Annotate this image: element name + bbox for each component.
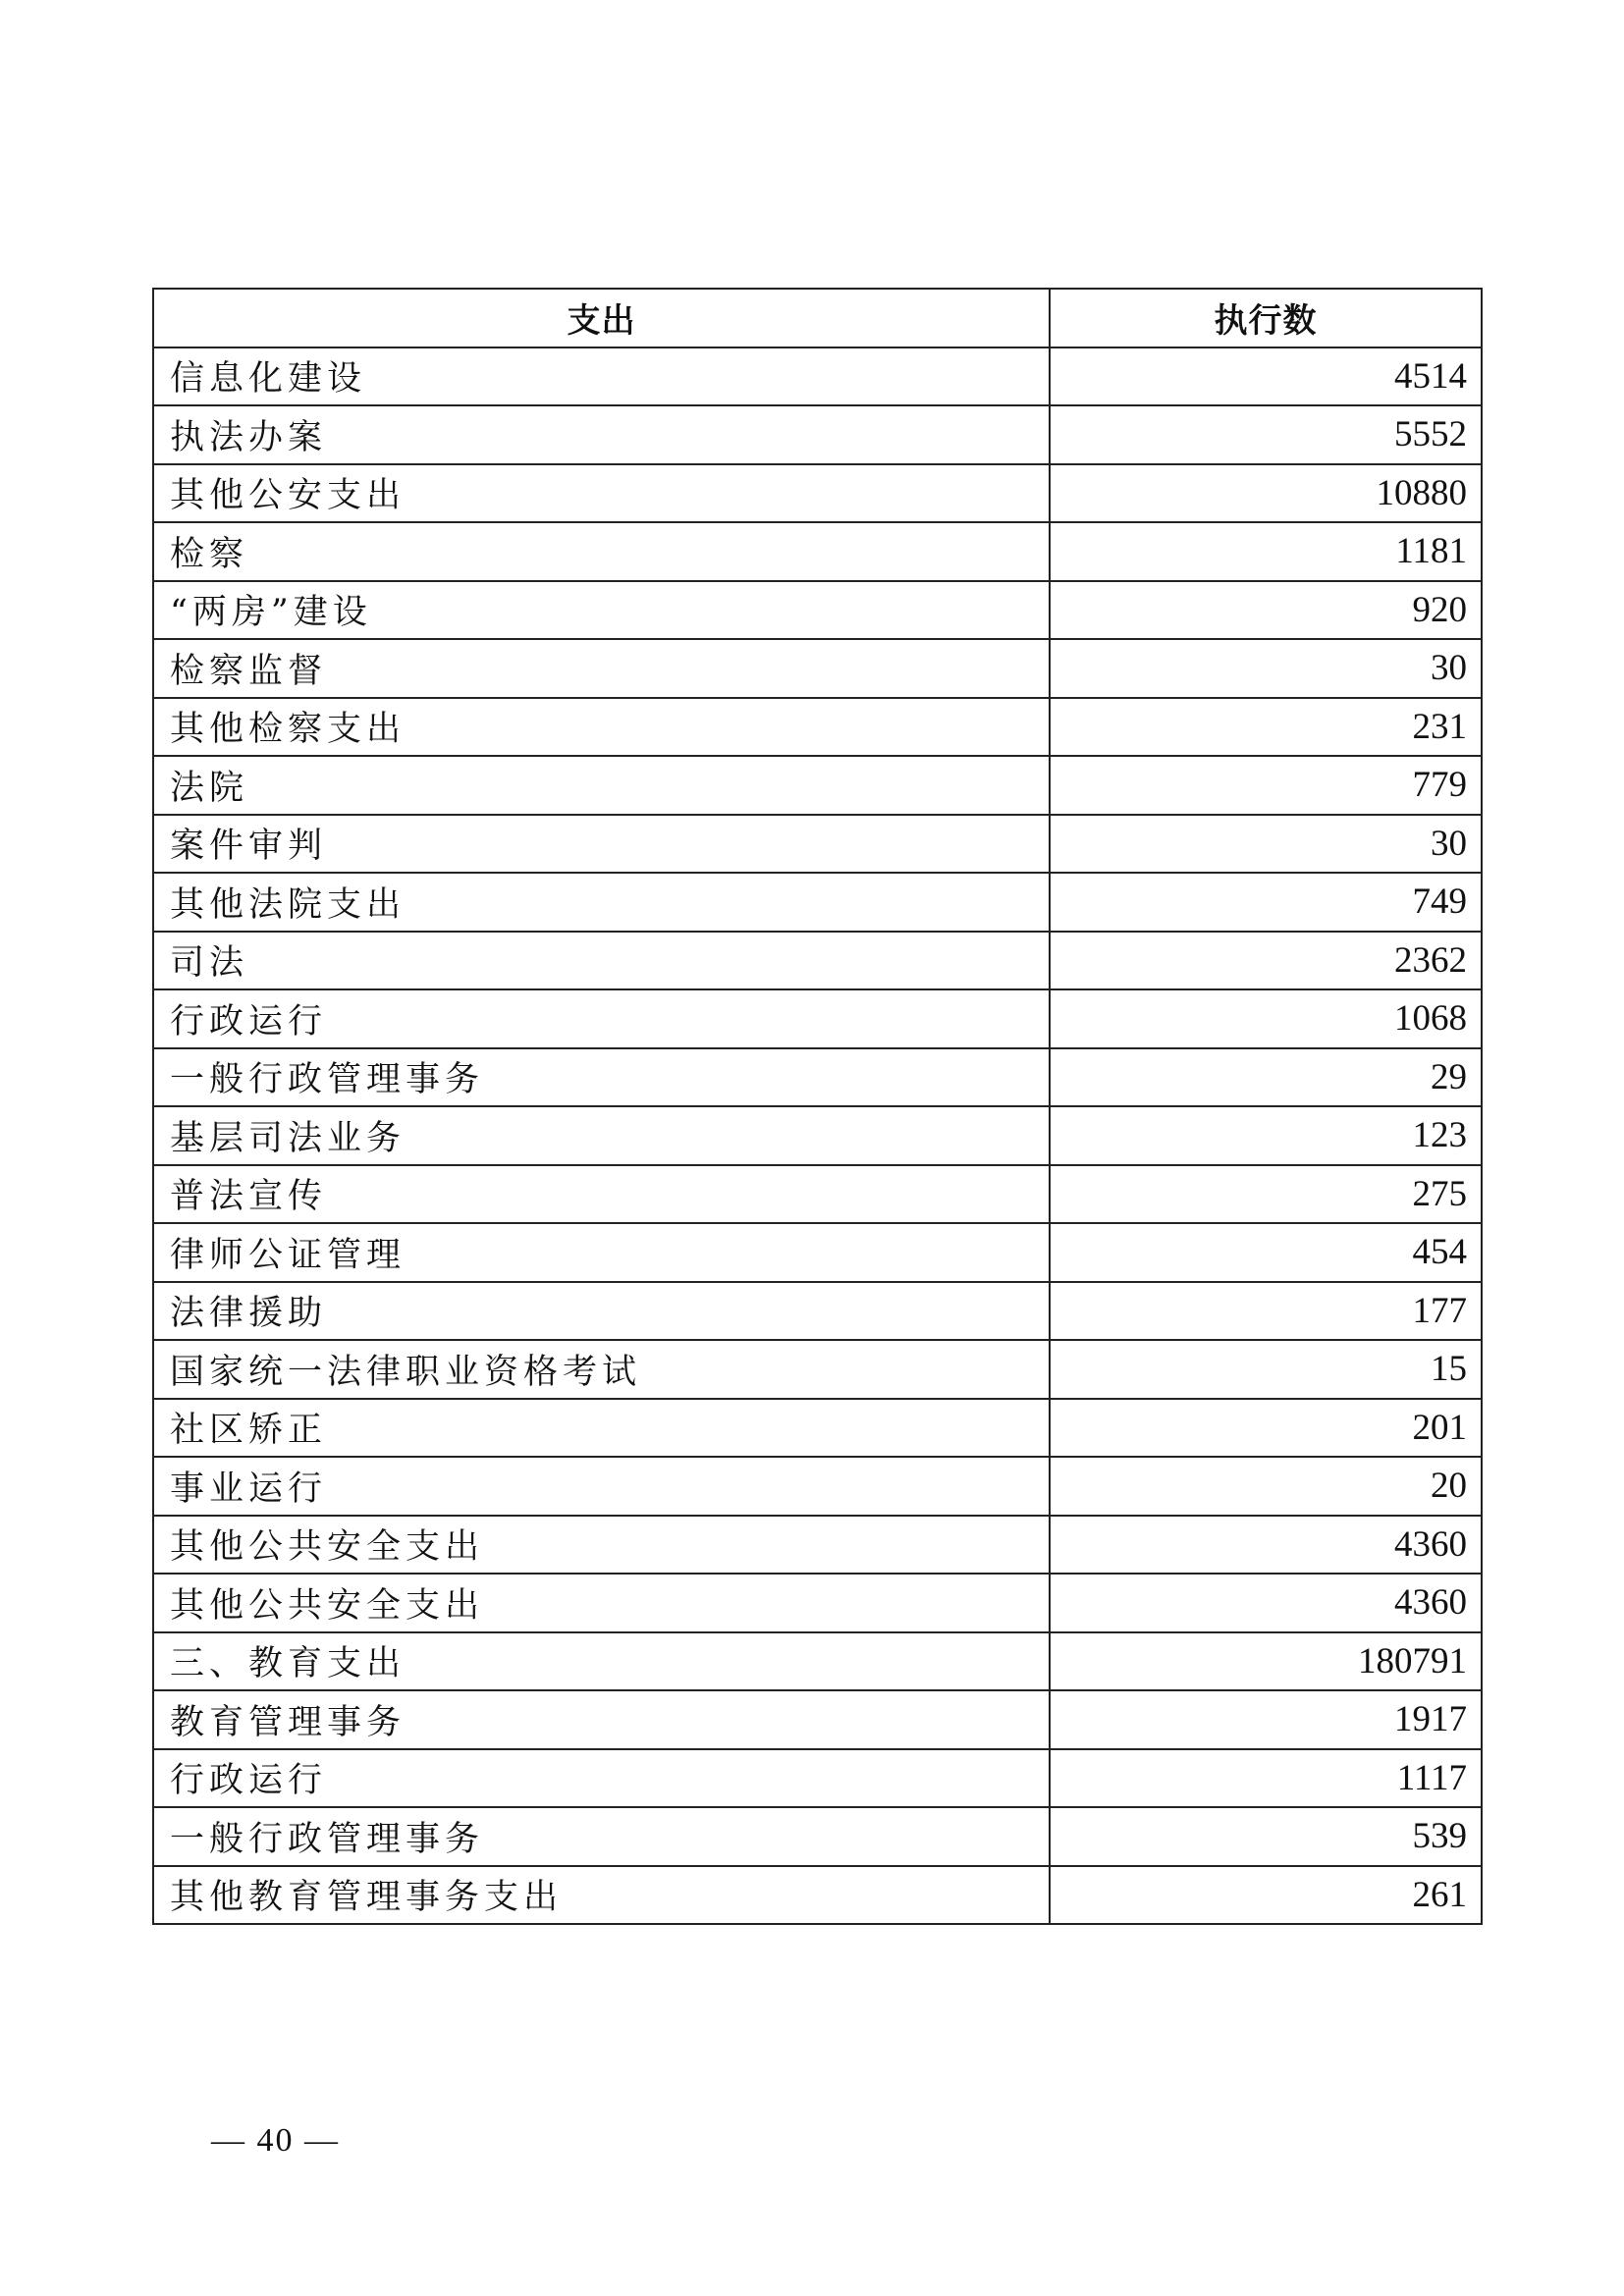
row-label: 其他检察支出 [153,698,1050,757]
row-label: 行政运行 [153,989,1050,1048]
row-label: 法律援助 [153,1282,1050,1341]
row-value: 275 [1050,1165,1482,1224]
row-value: 123 [1050,1106,1482,1165]
row-value: 231 [1050,698,1482,757]
row-label: 检察监督 [153,639,1050,698]
table-row [153,1340,1482,1399]
row-value: 920 [1050,581,1482,640]
row-label: 教育管理事务 [153,1690,1050,1749]
row-label: 检察 [153,522,1050,581]
row-label: 其他教育管理事务支出 [153,1866,1050,1925]
row-label: 其他公安支出 [153,464,1050,523]
row-value: 30 [1050,639,1482,698]
table-row [153,1516,1482,1575]
row-value: 4360 [1050,1516,1482,1575]
row-label: 司法 [153,932,1050,990]
row-value: 5552 [1050,405,1482,464]
row-label: 基层司法业务 [153,1106,1050,1165]
table-row [153,815,1482,874]
row-label: 其他法院支出 [153,873,1050,932]
table-row [153,756,1482,815]
row-label: “两房”建设 [153,581,1050,640]
table-row [153,522,1482,581]
row-label: 三、教育支出 [153,1632,1050,1691]
page-number: — 40 — [211,2122,340,2159]
table-header-row [153,289,1482,347]
table-row [153,1106,1482,1165]
table-row [153,932,1482,990]
row-label: 律师公证管理 [153,1223,1050,1282]
row-value: 539 [1050,1807,1482,1866]
table-row [153,873,1482,932]
row-value: 30 [1050,815,1482,874]
row-label: 事业运行 [153,1457,1050,1516]
expenditure-table [152,288,1483,1925]
header-expenditure: 支出 [153,289,1050,347]
row-value: 749 [1050,873,1482,932]
table-row [153,639,1482,698]
table-row [153,1574,1482,1632]
row-label: 执法办案 [153,405,1050,464]
expenditure-table-container [152,288,1481,1925]
row-label: 法院 [153,756,1050,815]
table-row [153,1223,1482,1282]
row-value: 201 [1050,1399,1482,1458]
row-value: 1917 [1050,1690,1482,1749]
row-label: 信息化建设 [153,347,1050,406]
row-value: 20 [1050,1457,1482,1516]
table-row [153,1165,1482,1224]
row-label: 国家统一法律职业资格考试 [153,1340,1050,1399]
row-label: 一般行政管理事务 [153,1807,1050,1866]
table-row [153,1632,1482,1691]
row-label: 其他公共安全支出 [153,1516,1050,1575]
table-row [153,405,1482,464]
table-row [153,347,1482,406]
table-row [153,1807,1482,1866]
row-value: 2362 [1050,932,1482,990]
row-value: 4360 [1050,1574,1482,1632]
table-row [153,464,1482,523]
row-value: 261 [1050,1866,1482,1925]
row-label: 社区矫正 [153,1399,1050,1458]
table-row [153,1282,1482,1341]
row-label: 案件审判 [153,815,1050,874]
row-value: 1068 [1050,989,1482,1048]
row-value: 4514 [1050,347,1482,406]
row-value: 29 [1050,1048,1482,1107]
table-row [153,1690,1482,1749]
row-value: 10880 [1050,464,1482,523]
row-label: 一般行政管理事务 [153,1048,1050,1107]
header-execution-amount: 执行数 [1050,289,1482,347]
table-row [153,1399,1482,1458]
table-row [153,1866,1482,1925]
table-row [153,1749,1482,1808]
row-value: 779 [1050,756,1482,815]
row-value: 15 [1050,1340,1482,1399]
row-value: 180791 [1050,1632,1482,1691]
table-row [153,1457,1482,1516]
row-value: 1181 [1050,522,1482,581]
row-value: 177 [1050,1282,1482,1341]
table-row [153,581,1482,640]
row-label: 其他公共安全支出 [153,1574,1050,1632]
table-row [153,1048,1482,1107]
row-label: 普法宣传 [153,1165,1050,1224]
table-row [153,698,1482,757]
row-label: 行政运行 [153,1749,1050,1808]
table-row [153,989,1482,1048]
row-value: 454 [1050,1223,1482,1282]
row-value: 1117 [1050,1749,1482,1808]
